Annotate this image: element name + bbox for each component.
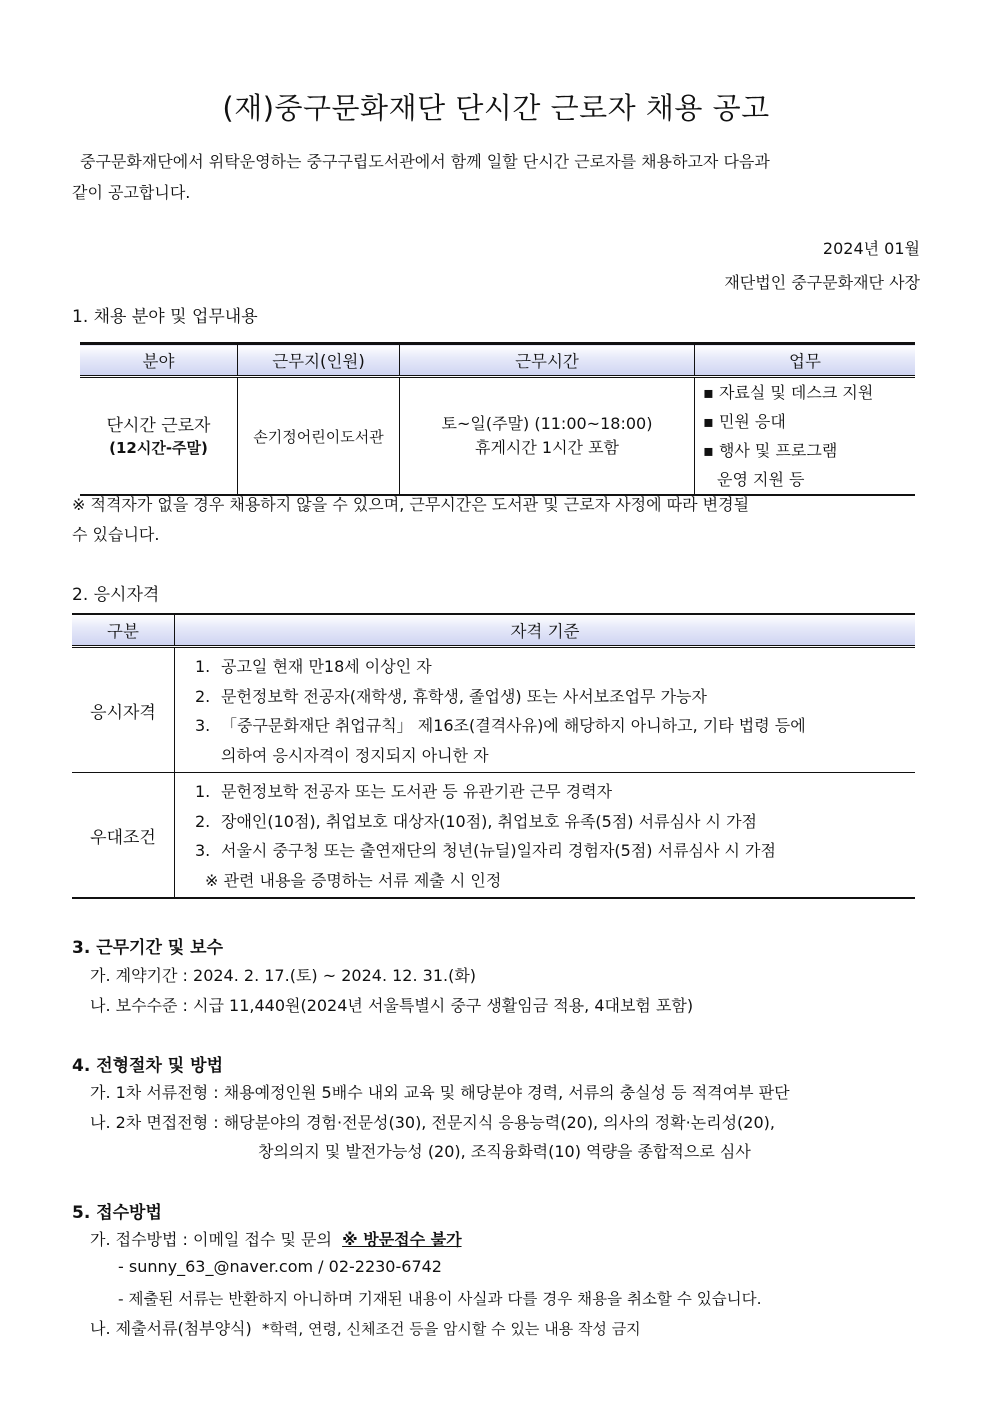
section-3-heading: 3. 근무기간 및 보수	[72, 938, 223, 958]
eligibility-row	[72, 647, 915, 773]
intro-line-1: 중구문화재단에서 위탁운영하는 중구구립도서관에서 함께 일할 단시간 근로자를 채용하고자 다음과	[80, 152, 770, 171]
preference-item: 1. 문헌정보학 전공자 또는 도서관 등 유관기관 근무 경력자	[195, 782, 613, 801]
announcement-date: 2024년 01월	[822, 239, 920, 258]
col-criteria: 자격 기준	[175, 614, 916, 647]
eligibility-criteria	[175, 647, 916, 773]
job-table	[80, 342, 915, 496]
location-cell: 손기정어린이도서관	[238, 377, 400, 496]
application-method: 가. 접수방법 : 이메일 접수 및 문의 ※ 방문접수 불가	[90, 1230, 462, 1249]
duties-cell	[695, 377, 916, 496]
pay-level: 나. 보수수준 : 시급 11,440원(2024년 서울특별시 중구 생활임금 적용, 4대보험 포함)	[90, 996, 694, 1015]
screening-step-1: 가. 1차 서류전형 : 채용예정인원 5배수 내외 교육 및 해당분야 경력, 서류의 충실성 등 적격여부 판단	[90, 1083, 790, 1102]
job-table-header	[80, 344, 915, 377]
hours-line-1: 토~일(주말) (11:00~18:00)	[441, 414, 653, 433]
hours-line-2: 휴게시간 1시간 포함	[475, 438, 619, 457]
page-title: (재)중구문화재단 단시간 근로자 채용 공고	[222, 91, 770, 125]
preference-item: 3. 서울시 중구청 또는 출연재단의 청년(뉴딜)일자리 경험자(5점) 서류심사 시 가점	[195, 841, 776, 860]
criteria-item: 2. 문헌정보학 전공자(재학생, 휴학생, 졸업생) 또는 사서보조업무 가능자	[195, 686, 707, 706]
document-warning: - 제출된 서류는 반환하지 아니하며 기재된 내용이 사실과 다를 경우 채용을 취소할 수 있습니다.	[118, 1290, 762, 1308]
preference-item: 2. 장애인(10점), 취업보호 대상자(10점), 취업보호 유족(5점) 서류심사 시 가점	[195, 811, 757, 831]
criteria-item: 3. 「중구문화재단 취업규칙」 제16조(결격사유)에 해당하지 아니하고, 기타 법령 등에	[195, 716, 806, 735]
eligibility-table	[72, 613, 915, 899]
contact-info[interactable]: - sunny_63_@naver.com / 02-2230-6742	[118, 1257, 442, 1276]
preference-note: ※ 관련 내용을 증명하는 서류 제출 시 인정	[205, 870, 502, 890]
duty-item: ▪ 자료실 및 데스크 지원	[703, 383, 874, 402]
preference-criteria	[175, 773, 916, 899]
preference-row	[72, 773, 915, 899]
duty-item: ▪ 행사 및 프로그램	[703, 441, 838, 460]
contract-period: 가. 계약기간 : 2024. 2. 17.(토) ~ 2024. 12. 31.(화)	[90, 966, 477, 985]
field-name: 단시간 근로자	[106, 416, 211, 436]
required-documents-note: *학력, 연령, 신체조건 등을 암시할 수 있는 내용 작성 금지	[261, 1320, 641, 1338]
section-4-heading: 4. 전형절차 및 방법	[72, 1056, 223, 1076]
screening-step-2-cont: 창의의지 및 발전가능성 (20), 조직융화력(10) 역량을 종합적으로 심사	[258, 1142, 751, 1161]
col-hours: 근무시간	[400, 344, 695, 377]
notice-line-2: 수 있습니다.	[72, 525, 160, 544]
issuer: 재단법인 중구문화재단 사장	[724, 273, 920, 292]
preference-label: 우대조건	[72, 773, 175, 899]
col-location: 근무지(인원)	[238, 344, 400, 377]
eligibility-label: 응시자격	[72, 647, 175, 773]
notice-line-1: ※ 적격자가 없을 경우 채용하지 않을 수 있으며, 근무시간은 도서관 및 근로자 사정에 따라 변경될	[72, 495, 750, 514]
eligibility-table-header	[72, 614, 915, 647]
intro-line-2: 같이 공고합니다.	[72, 183, 191, 202]
field-sub: (12시간-주말)	[109, 439, 208, 457]
screening-step-2: 나. 2차 면접전형 : 해당분야의 경험·전문성(30), 전문지식 응용능력(20), 의사의 정확·논리성(20),	[90, 1113, 775, 1132]
duty-item-cont: 운영 지원 등	[717, 470, 805, 489]
section-2-heading: 2. 응시자격	[72, 585, 160, 605]
duty-item: ▪ 민원 응대	[703, 412, 786, 431]
field-cell	[80, 377, 238, 496]
no-visit-notice: ※ 방문접수 불가	[342, 1230, 462, 1249]
section-5-heading: 5. 접수방법	[72, 1203, 162, 1223]
required-documents: 나. 제출서류(첨부양식) *학력, 연령, 신체조건 등을 암시할 수 있는 내용 작성 금지	[90, 1319, 641, 1338]
col-duties: 업무	[695, 344, 916, 377]
col-field: 분야	[80, 344, 238, 377]
col-category: 구분	[72, 614, 175, 647]
hours-cell	[400, 377, 695, 496]
job-table-row	[80, 377, 915, 496]
section-1-heading: 1. 채용 분야 및 업무내용	[72, 307, 258, 327]
criteria-item-cont: 의하여 응시자격이 정지되지 아니한 자	[221, 745, 489, 765]
criteria-item: 1. 공고일 현재 만18세 이상인 자	[195, 657, 432, 676]
